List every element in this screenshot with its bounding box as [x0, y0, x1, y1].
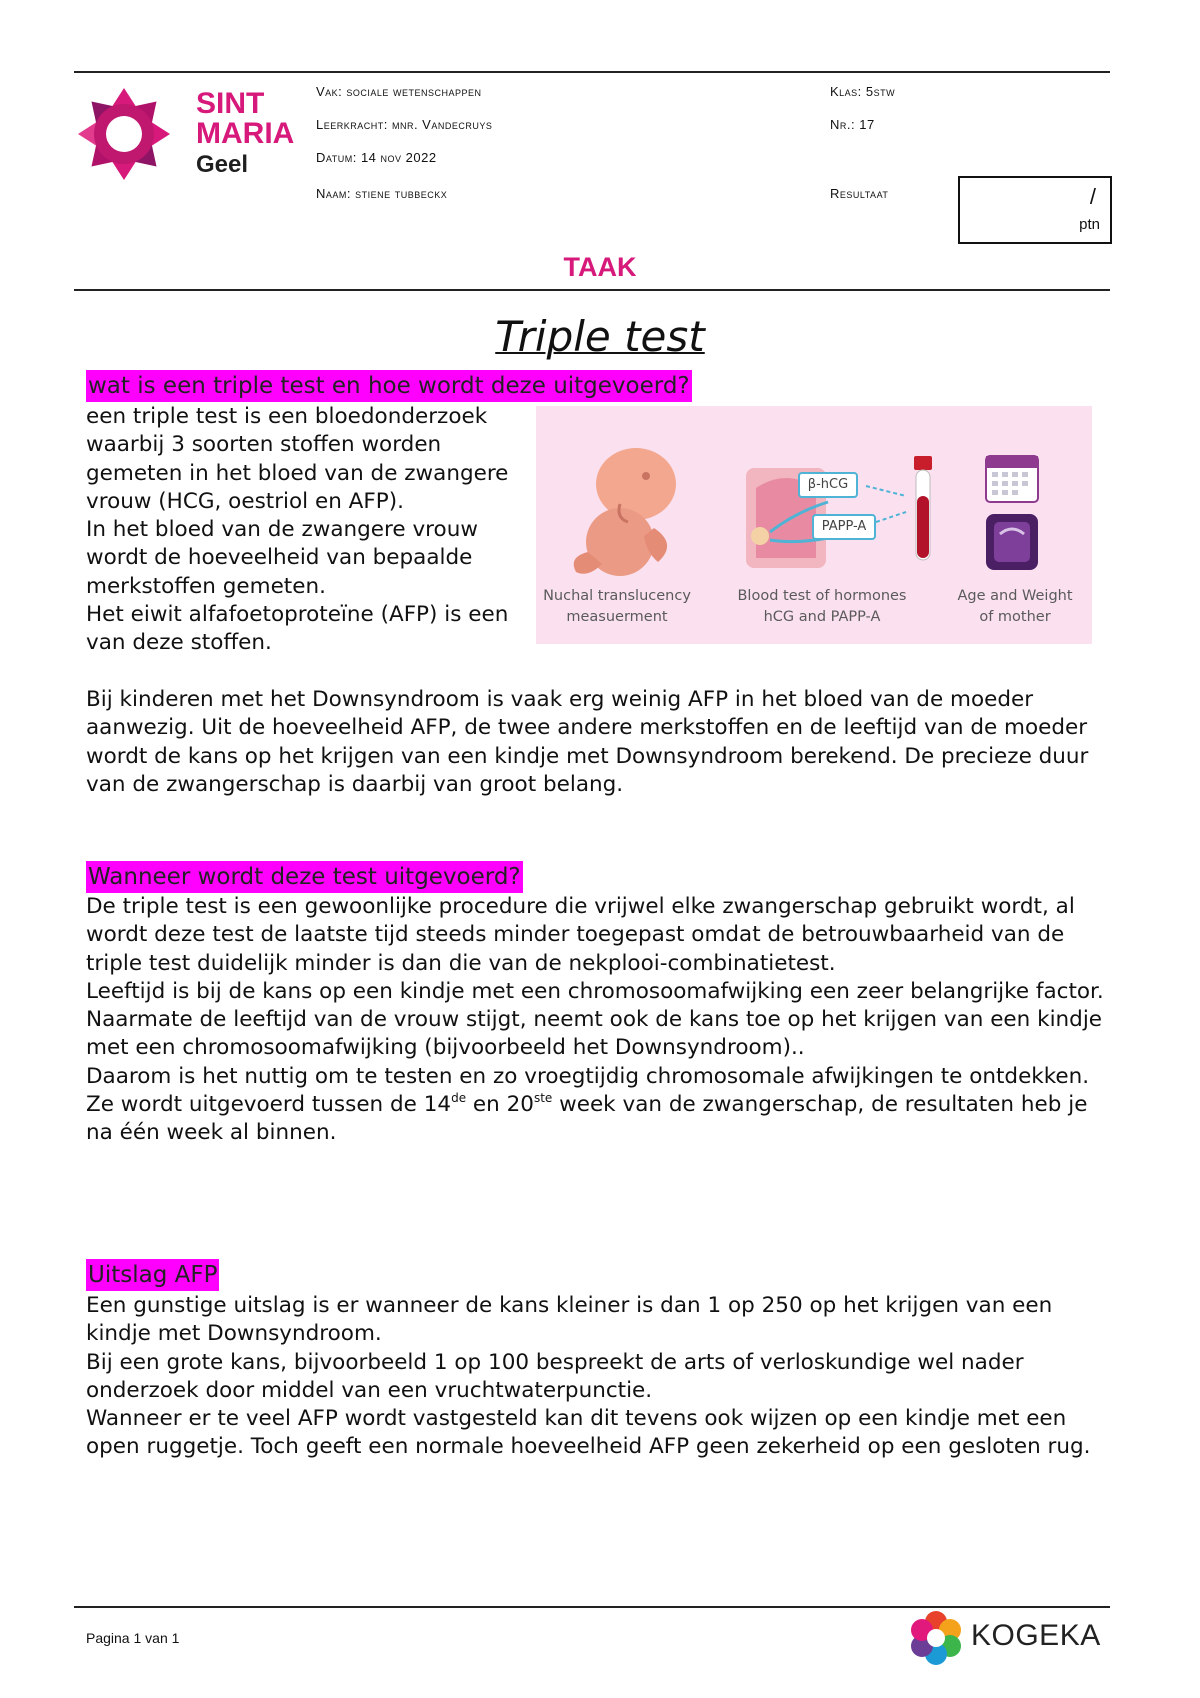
paragraph: een triple test is een bloedonderzoek waarbij 3 soorten stoffen worden gemeten in het bloed van de zwangere vrouw (HCG, oestriol en AFP).	[86, 404, 509, 514]
caption-line: Blood test of hormones	[737, 588, 907, 604]
taak-label: TAAK	[563, 252, 637, 282]
paragraph: Het eiwit alfafoetoproteïne (AFP) is een van deze stoffen.	[86, 602, 509, 656]
paragraph: Een gunstige uitslag is er wanneer de kans kleiner is dan 1 op 250 op het krijgen van een kindje met Downsyndroom.	[86, 1293, 1053, 1347]
paragraph: Leeftijd is bij de kans op een kindje met een chromosoomafwijking een zeer belangrijke factor. Naarmate de leeftijd van de vrouw stijgt, neemt ook de kans toe op het krijgen van een kindje met een chromosoomafwijking (bijvoorbeeld het Downsyndroom)..	[86, 978, 1104, 1061]
caption-nuchal	[536, 586, 698, 628]
triple-test-illustration	[536, 406, 1092, 644]
caption-line: Age and Weight	[957, 588, 1073, 604]
paragraph: De triple test is een gewoonlijke procedure die vrijwel elke zwangerschap gebruikt wordt, al wordt deze test de laatste tijd steeds minder toegepast omdat de betrouwbaarheid van de triple test duidelijk minder is dan die van de nekplooi-combinatietest.	[86, 894, 1075, 976]
section1-intro	[86, 403, 516, 658]
result-ptn: ptn	[1079, 216, 1100, 233]
sint-maria-logo-icon	[76, 86, 176, 186]
result-box	[958, 176, 1112, 244]
section-heading-when: Wanneer wordt deze test uitgevoerd?	[86, 861, 523, 893]
section1-continued	[86, 686, 1116, 799]
paragraph: In het bloed van de zwangere vrouw wordt de hoeveelheid van bepaalde merkstoffen gemeten.	[86, 517, 478, 599]
text: week van de zwangerschap, de resultaten heb je na één week al binnen.	[86, 1092, 1088, 1146]
kogeka-logo-text: KOGEKA	[971, 1619, 1101, 1652]
calendar-icon	[984, 450, 1040, 504]
section3-body	[86, 1292, 1116, 1462]
logo-sint: SINT	[196, 87, 265, 120]
header-top-rule	[74, 71, 1110, 73]
paragraph: Bij een grote kans, bijvoorbeeld 1 op 100 bespreekt de arts of verloskundige wel nader onderzoek door middel van een vruchtwaterpunctie.	[86, 1349, 1024, 1403]
section2-body	[86, 893, 1118, 1148]
field-leerkracht: Leerkracht: mnr. Vandecruys	[316, 117, 493, 132]
page-title: Triple test	[495, 312, 705, 361]
kogeka-logo-icon	[906, 1608, 966, 1668]
text: en 20	[466, 1092, 534, 1118]
fetus-icon	[558, 432, 698, 582]
field-nr: Nr.: 17	[830, 117, 875, 132]
paragraph	[86, 1091, 1118, 1148]
caption-age-weight	[940, 586, 1090, 628]
logo-maria: MARIA	[196, 117, 295, 150]
sint-maria-logo	[76, 86, 306, 182]
header-bottom-rule	[74, 289, 1110, 291]
blood-tube-icon	[908, 456, 938, 566]
field-datum: Datum: 14 nov 2022	[316, 150, 437, 165]
paragraph: Daarom is het nuttig om te testen en zo vroegtijdig chromosomale afwijkingen te ontdekken.	[86, 1063, 1090, 1089]
paragraph: Bij kinderen met het Downsyndroom is vaak erg weinig AFP in het bloed van de moeder aanwezig. Uit de hoeveelheid AFP, de twee andere merkstoffen en de leeftijd van de moeder wordt de kans op het krijgen van een kindje met Downsyndroom berekend. De precieze duur van de zwangerschap is daarbij van groot belang.	[86, 687, 1089, 797]
label-pappa: PAPP-A	[812, 514, 876, 540]
logo-geel: Geel	[196, 151, 249, 178]
superscript: ste	[533, 1091, 553, 1106]
caption-line: Nuchal translucency	[543, 588, 691, 604]
result-slash: /	[1089, 184, 1096, 209]
text: Ze wordt uitgevoerd tussen de 14	[86, 1092, 452, 1118]
label-bhcg: β-hCG	[798, 472, 858, 498]
field-vak: Vak: sociale wetenschappen	[316, 84, 482, 99]
superscript: de	[451, 1091, 467, 1106]
scale-icon	[984, 512, 1040, 572]
field-klas: Klas: 5stw	[830, 84, 896, 99]
paragraph: Wanneer er te veel AFP wordt vastgesteld kan dit tevens ook wijzen op een kindje met een open ruggetje. Toch geeft een normale hoeveelheid AFP geen zekerheid op een gesloten rug.	[86, 1406, 1091, 1460]
field-naam: Naam: stiene tubbeckx	[316, 186, 448, 201]
section-heading-what: wat is een triple test en hoe wordt deze uitgevoerd?	[86, 370, 692, 402]
field-resultaat: Resultaat	[830, 186, 889, 201]
caption-line: measuerment	[566, 609, 668, 625]
section-heading-uitslag: Uitslag AFP	[86, 1259, 219, 1291]
caption-blood-test	[722, 586, 922, 628]
page-number: Pagina 1 van 1	[86, 1630, 180, 1646]
caption-line: of mother	[979, 609, 1051, 625]
caption-line: hCG and PAPP-A	[763, 609, 881, 625]
